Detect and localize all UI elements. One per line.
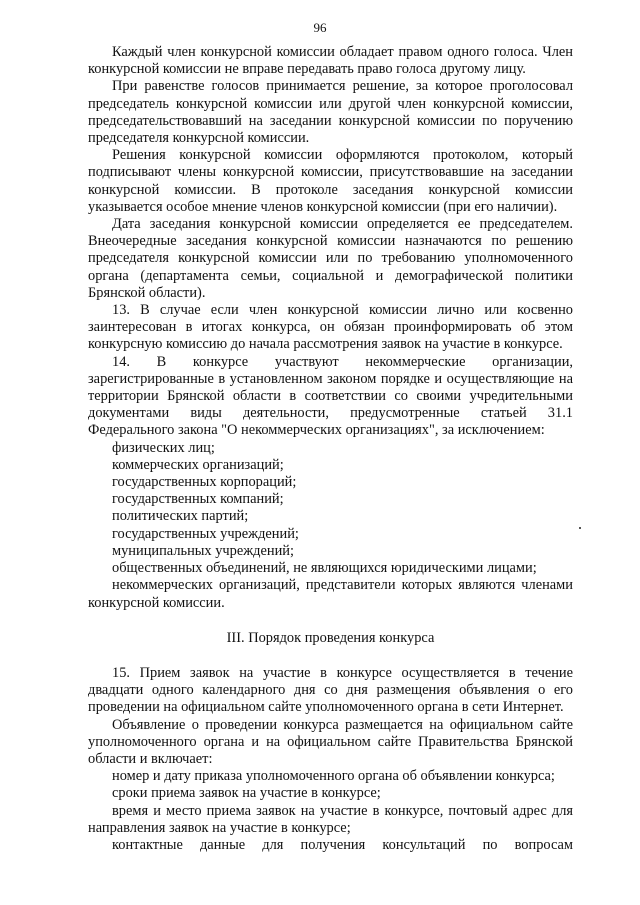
list-item: время и место приема заявок на участие в конкурсе, почтовый адрес для направления заявок на участие в конкурсе; — [88, 802, 573, 836]
paragraph-meeting-date: Дата заседания конкурсной комиссии определяется ее председателем. Внеочередные заседания конкурсной комиссии назначаются по решению председателя конкурсной комиссии или по требованию уполномоченного органа (департамента семьи, социальной и демографической политики Брянской области). — [88, 216, 573, 301]
list-item: физических лиц; — [112, 439, 215, 456]
paragraph-item-13: 13. В случае если член конкурсной комиссии лично или косвенно заинтересован в итогах конкурса, он обязан проинформировать об этом конкурсную комиссию до начала рассмотрения заявок на участие в конкурсе. — [88, 302, 573, 353]
paragraph-item-14: 14. В конкурсе участвуют некоммерческие организации, зарегистрированные в установленном законом порядке и осуществляющие на территории Брянской области в соответствии со своими учредительными документами виды деятельности, предусмотренные статьей 31.1 Федерального закона "О некоммерческих организациях", за исключением: — [88, 353, 573, 439]
list-item: коммерческих организаций; — [112, 456, 284, 473]
page-number: 96 — [313, 20, 327, 35]
list-item: общественных объединений, не являющихся юридическими лицами; — [112, 560, 537, 577]
list-item: государственных учреждений; — [112, 525, 299, 542]
list-item: политических партий; — [112, 508, 249, 525]
list-item: некоммерческих организаций, представители которых являются членами конкурсной комиссии. — [88, 577, 573, 611]
section-heading: III. Порядок проведения конкурса — [226, 629, 435, 646]
paragraph-announcement: Объявление о проведении конкурса размещается на официальном сайте уполномоченного органа и на официальном сайте Правительства Брянской области и включает: — [88, 716, 573, 767]
document-body — [88, 44, 573, 854]
exclusions-list — [88, 440, 573, 612]
list-item: номер и дату приказа уполномоченного органа об объявлении конкурса; — [112, 768, 555, 785]
list-item: государственных корпораций; — [112, 474, 297, 491]
paragraph-voting-rights: Каждый член конкурсной комиссии обладает правом одного голоса. Член конкурсной комиссии не вправе передавать право голоса другому лицу. — [88, 44, 573, 78]
list-item: муниципальных учреждений; — [112, 542, 294, 559]
paragraph-protocol: Решения конкурсной комиссии оформляются протоколом, который подписывают члены конкурсной комиссии, присутствовавшие на заседании конкурсной комиссии. В протоколе заседания конкурсной комиссии указывается особое мнение членов конкурсной комиссии (при его наличии). — [88, 147, 573, 215]
list-item: государственных компаний; — [112, 491, 284, 508]
list-item: контактные данные для получения консультаций по вопросам — [112, 836, 573, 853]
paragraph-item-15: 15. Прием заявок на участие в конкурсе осуществляется в течение двадцати одного календарного дня со дня размещения объявления о его проведении на официальном сайте уполномоченного органа в сети Интернет. — [88, 664, 573, 716]
list-item: сроки приема заявок на участие в конкурсе; — [112, 785, 381, 802]
paragraph-equal-votes: При равенстве голосов принимается решение, за которое проголосовал председатель конкурсной комиссии или другой член конкурсной комиссии, председательствовавший на заседании конкурсной комиссии по поручению председателя конкурсной комиссии. — [88, 78, 573, 147]
scan-artifact — [579, 527, 581, 529]
announcement-list — [88, 768, 573, 854]
